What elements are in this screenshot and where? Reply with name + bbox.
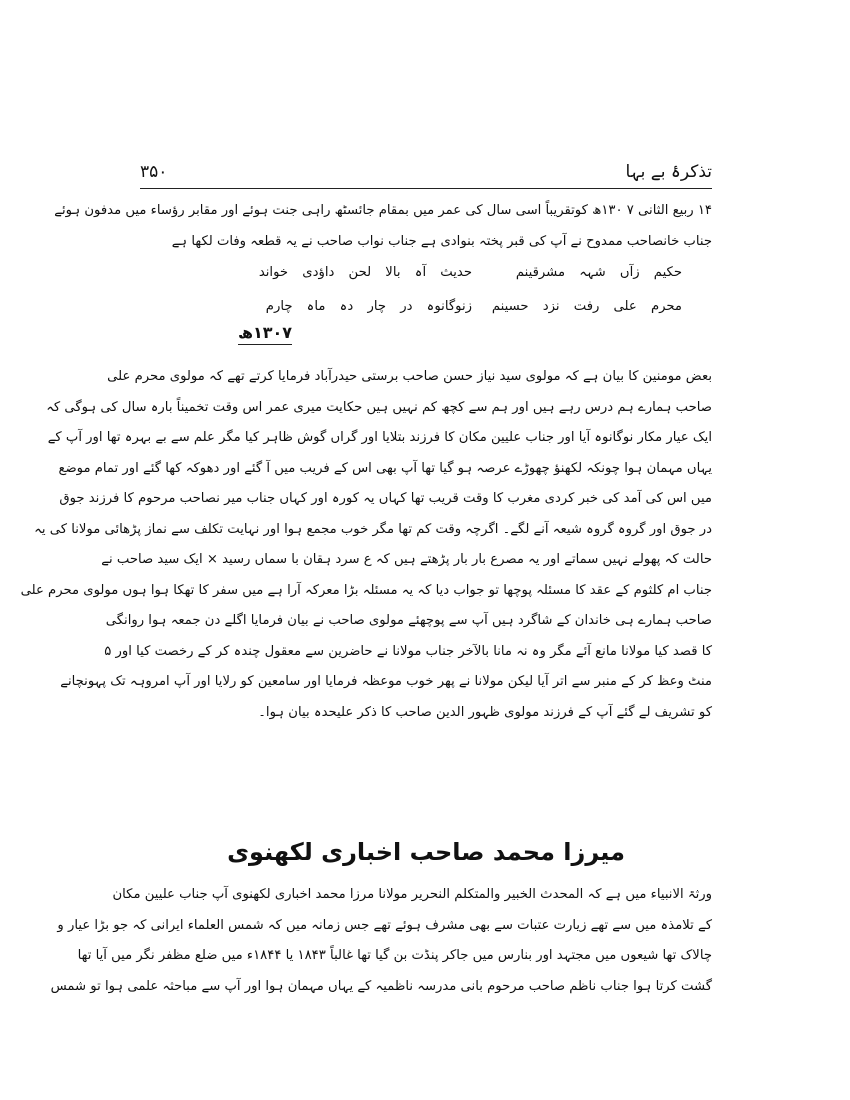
chronogram-year: ۱۳۰۷ھ: [238, 322, 292, 345]
page-number: ۳۵۰: [140, 162, 168, 182]
text-line: چالاک تھا شیعوں میں مجتہد اور بنارس میں جاکر پنڈت بن گیا تھا غالباً ۱۸۴۳ یا ۱۸۴۴ء میں ضلع مظفر نگر میں آیا تھا: [77, 948, 712, 963]
verse-first-hemistich: حدیث آہ بالا لحن داؤدی خواند: [258, 265, 472, 280]
text-line: صاحب ہمارے ہم درس رہے ہیں اور ہم سے کچھ کم نہیں ہیں حکایت میری عمر اس وقت تخمیناً بارہ سال کی ہوگی کہ: [46, 399, 712, 415]
text-line: جناب خانصاحب ممدوح نے آپ کی قبر پختہ بنوادی ہے جناب نواب صاحب نے یہ قطعہ وفات لکھا ہے: [171, 233, 712, 249]
text-line: گشت کرتا ہوا جناب ناظم صاحب مرحوم بانی مدرسہ ناظمیہ کے یہاں مہمان ہوا اور آپ سے مباحثہ علمی ہوا تو شمس: [50, 978, 712, 994]
verse-row: [140, 290, 712, 324]
verse-second-hemistich: حکیم زآں شہہ مشرقینم: [515, 265, 682, 280]
text-line: کے تلامذہ میں سے تھے زیارت عتبات سے بھی مشرف ہوئے تھے جس زمانہ میں کہ شمس العلماء ایرانی کہ جو بڑا عیار و: [57, 917, 712, 933]
page-header: [140, 160, 712, 189]
text-line: در جوق اور گروہ گروہ شیعہ آنے لگے۔ اگرچہ وقت کم تھا مگر خوب مجمع ہوا اور نہایت تکلف سے نماز پڑھائی مولانا کی یہ: [34, 521, 712, 537]
text-line: یہاں مہمان ہوا چونکہ لکھنؤ چھوڑے عرصہ ہو گیا تھا آپ بھی اس کے فریب میں آ گئے اور دھوکہ کھا گئے اور تمام موضع: [58, 460, 712, 476]
anecdote-paragraph: [20, 362, 712, 728]
text-line: بعض مومنین کا بیان ہے کہ مولوی سید نیاز حسن صاحب برستی حیدرآباد فرمایا کرتے تھے کہ مولوی محرم علی: [107, 369, 712, 384]
verse-first-hemistich: زنوگانوہ در چار دہ ماہ چارم: [265, 299, 472, 314]
text-line: ایک عیار مکار نوگانوہ آیا اور جناب علیین مکان کا فرزند بتلایا اور گراں گوش ظاہر کیا مگر علم سے بے بہرہ تھا اور آپ کے: [47, 430, 712, 445]
running-title: تذکرۂ بے بہا: [625, 162, 712, 182]
intro-text: [54, 196, 712, 257]
text-line: جناب ام کلثوم کے عقد کا مسئلہ پوچھا تو جواب دیا کہ یہ مسئلہ بڑا معرکہ آرا ہے میں سفر کا تھکا ہوا ہوں مولوی محرم علی: [20, 582, 712, 598]
section-text: [50, 880, 712, 1002]
text-line: حالت کہ پھولے نہیں سماتے اور یہ مصرع بار بار پڑھتے ہیں کہ ع سرد ہقان با سماں رسید × ایک سید صاحب نے: [101, 552, 712, 567]
text-line: کو تشریف لے گئے آپ کے فرزند مولوی ظہور الدین صاحب کا ذکر علیحدہ بیان ہوا۔: [258, 704, 712, 720]
text-line: ورثۃ الانبیاء میں ہے کہ المحدث الخبیر والمتکلم النحریر مولانا مرزا محمد اخباری لکھنوی آپ جناب علیین مکان: [112, 887, 712, 902]
verse-row: [140, 256, 712, 290]
verse-second-hemistich: محرم علی رفت نزد حسینم: [491, 299, 682, 314]
text-line: میں اس کی آمد کی خبر کردی مغرب کا وقت قریب تھا کہاں یہ کورہ اور کہاں جناب میر نصاحب مرحوم کا فرزند جوق: [59, 491, 712, 506]
text-line: صاحب ہمارے ہی خاندان کے شاگرد ہیں آپ سے پوچھئے مولوی صاحب نے بیان فرمایا اگلے دن جمعہ ہوا روانگی: [105, 613, 712, 628]
text-line: کا قصد کیا مولانا مانع آئے مگر وہ نہ مانا بالآخر جناب مولانا نے حاضرین سے معقول چندہ کر کے رخصت کیا اور ۵: [104, 643, 712, 659]
elegy-verse: [140, 256, 712, 324]
text-line: ۱۴ ربیع الثانی ۷ ۱۳۰ھ کوتقریباً اسی سال کی عمر میں بمقام جائسٹھ راہی جنت ہوئے اور مقابر رؤساء میں مدفون ہوئے: [54, 203, 712, 218]
text-line: منٹ وعظ کر کے منبر سے اتر آیا لیکن مولانا نے پھر خوب موعظہ فرمایا اور سامعین کو رلایا اور آپ امروہہ تک پہونچانے: [60, 674, 712, 689]
section-heading: میرزا محمد صاحب اخباری لکھنوی: [227, 838, 625, 866]
